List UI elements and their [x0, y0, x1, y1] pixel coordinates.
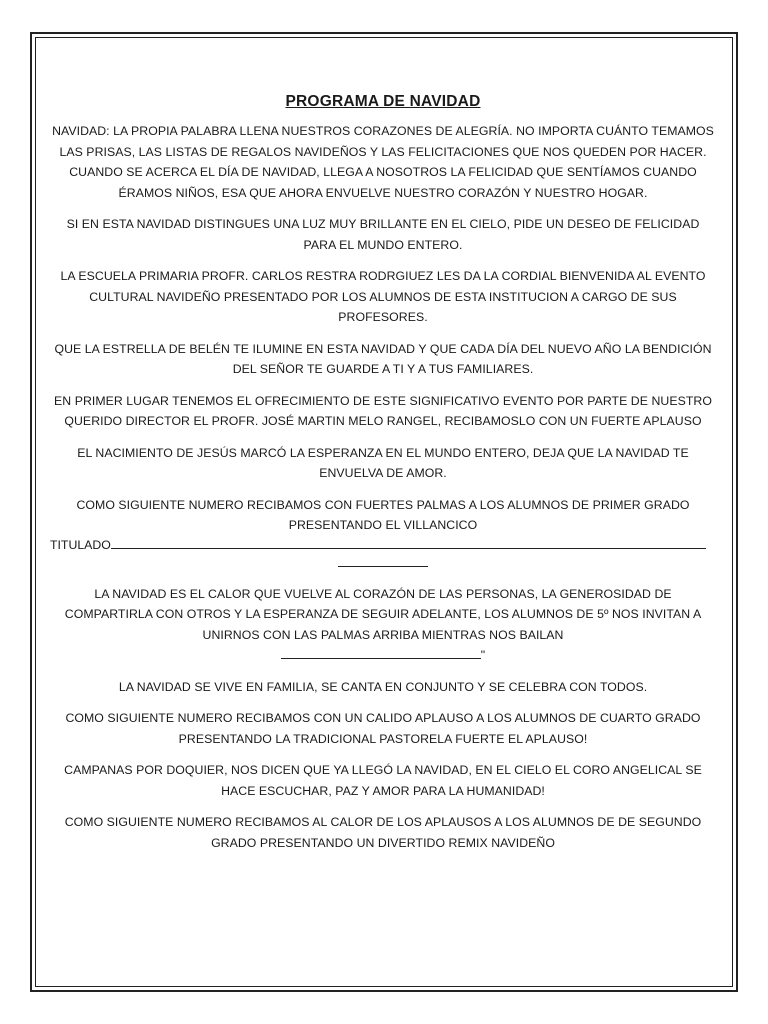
paragraph-birth: EL NACIMIENTO DE JESÚS MARCÓ LA ESPERANZA EN EL MUNDO ENTERO, DEJA QUE LA NAVIDAD TE ENVUELVA DE AMOR.: [77, 445, 689, 480]
paragraph-intro: NAVIDAD: LA PROPIA PALABRA LLENA NUESTROS CORAZONES DE ALEGRÍA. NO IMPORTA CUÁNTO TEMAMOS LAS PRISAS, LAS LISTAS DE REGALOS NAVIDEÑOS Y LAS FELICITACIONES QUE NOS QUEDEN POR HACER. CUANDO SE ACERCA EL DÍA DE NAVIDAD, LLEGA A NOSOTROS LA FELICIDAD QUE SENTÍAMOS CUANDO ÉRAMOS NIÑOS, ESA QUE AHORA ENVUELVE NUESTRO CORAZÓN Y NUESTRO HOGAR.: [52, 124, 714, 200]
paragraph-first-grade: COMO SIGUIENTE NUMERO RECIBAMOS CON FUERTES PALMAS A LOS ALUMNOS DE PRIMER GRADO PRESENTANDO EL VILLANCICO: [76, 497, 690, 532]
paragraph-fifth-grade-text: LA NAVIDAD ES EL CALOR QUE VUELVE AL CORAZÓN DE LAS PERSONAS, LA GENEROSIDAD DE COMPARTIRLA CON OTROS Y LA ESPERANZA DE SEGUIR ADELANTE, LOS ALUMNOS DE 5º NOS INVITAN A UNIRNOS CON LAS PALMAS ARRIBA MIENTRAS NOS BAILAN: [64, 586, 702, 642]
paragraph-family: LA NAVIDAD SE VIVE EN FAMILIA, SE CANTA EN CONJUNTO Y SE CELEBRA CON TODOS.: [118, 679, 648, 694]
paragraph-fifth-grade: [52, 584, 714, 666]
blank-title-line-2: [338, 554, 428, 567]
closing-quote: ": [480, 648, 486, 662]
paragraph-welcome: LA ESCUELA PRIMARIA PROFR. CARLOS RESTRA RODRGIUEZ LES DA LA CORDIAL BIENVENIDA AL EVENTO CULTURAL NAVIDEÑO PRESENTADO POR LOS ALUMNOS DE ESTA INSTITUCION A CARGO DE SUS PROFESORES.: [60, 269, 706, 324]
paragraph-fourth-grade: COMO SIGUIENTE NUMERO RECIBAMOS CON UN CALIDO APLAUSO A LOS ALUMNOS DE CUARTO GRADO PRESENTANDO LA TRADICIONAL PASTORELA FUERTE EL APLAUSO!: [65, 711, 701, 746]
blank-dance-line: [281, 646, 481, 659]
paragraph-wish: SI EN ESTA NAVIDAD DISTINGUES UNA LUZ MUY BRILLANTE EN EL CIELO, PIDE UN DESEO DE FELICIDAD PARA EL MUNDO ENTERO.: [66, 217, 700, 252]
paragraph-star: QUE LA ESTRELLA DE BELÉN TE ILUMINE EN ESTA NAVIDAD Y QUE CADA DÍA DEL NUEVO AÑO LA BENDICIÓN DEL SEÑOR TE GUARDE A TI Y A TUS FAMILIARES.: [54, 341, 712, 376]
blank-title-line: [111, 536, 706, 549]
titulado-line: [50, 536, 714, 554]
paragraph-second-grade: COMO SIGUIENTE NUMERO RECIBAMOS AL CALOR DE LOS APLAUSOS A LOS ALUMNOS DE DE SEGUNDO GRADO PRESENTANDO UN DIVERTIDO REMIX NAVIDEÑO: [64, 815, 702, 850]
first-grade-block: [52, 495, 714, 572]
paragraph-director: EN PRIMER LUGAR TENEMOS EL OFRECIMIENTO DE ESTE SIGNIFICATIVO EVENTO POR PARTE DE NUESTRO QUERIDO DIRECTOR EL PROFR. JOSÉ MARTIN MELO RANGEL, RECIBAMOSLO CON UN FUERTE APLAUSO: [54, 393, 712, 428]
titulado-label: TITULADO: [50, 537, 111, 552]
paragraph-bells: CAMPANAS POR DOQUIER, NOS DICEN QUE YA LLEGÓ LA NAVIDAD, EN EL CIELO EL CORO ANGELICAL SE HACE ESCUCHAR, PAZ Y AMOR PARA LA HUMANIDAD!: [64, 763, 702, 798]
blank-continuation: [52, 554, 714, 572]
page-title: PROGRAMA DE NAVIDAD: [285, 93, 481, 110]
document-body: [52, 93, 714, 864]
